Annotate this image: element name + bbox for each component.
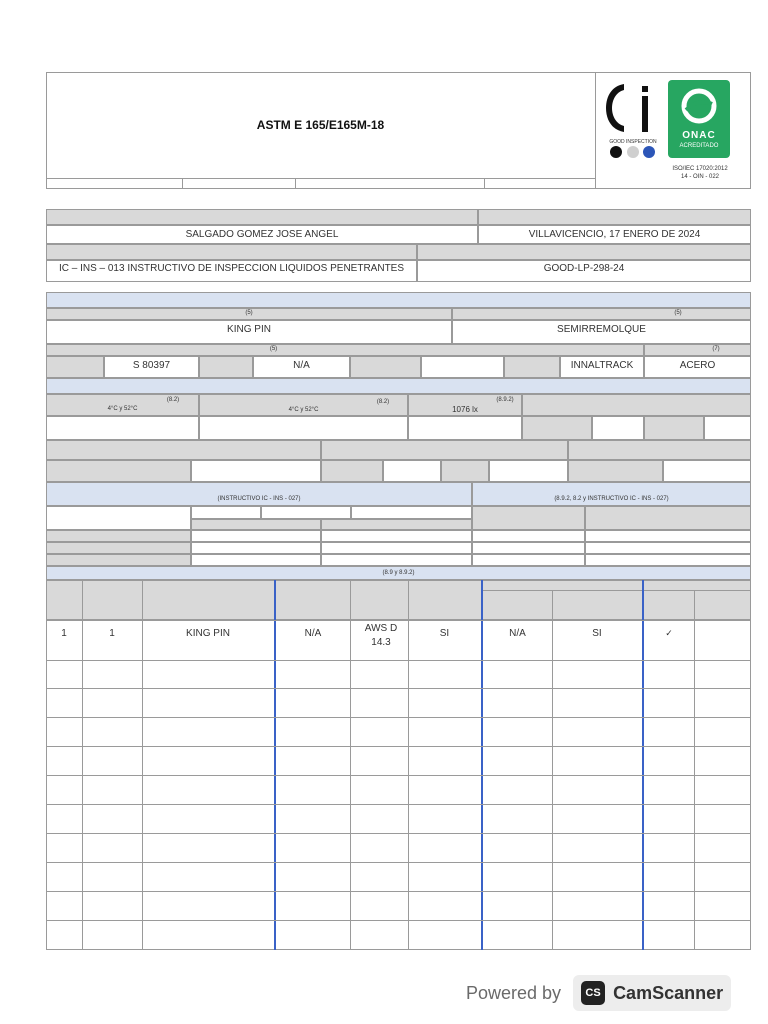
iso-code: 14 - OIN - 022: [680, 174, 719, 180]
results-ref: (8.9 y 8.9.2): [382, 570, 415, 576]
row-qty: 1: [109, 628, 115, 639]
iso-standard: ISO/IEC 17020:2012: [672, 166, 728, 172]
ref-material: (7): [712, 346, 720, 352]
header-subline: [46, 178, 595, 179]
row-check: ✓: [665, 628, 673, 638]
onac-badge: [668, 80, 730, 158]
header-divider: [595, 72, 596, 189]
serial-na: N/A: [293, 360, 310, 371]
powered-by-label: Powered by: [466, 982, 562, 1003]
camscanner-footer: [466, 975, 748, 1011]
ref-lux: (8.9.2): [496, 397, 514, 403]
camscanner-badge: [573, 975, 731, 1011]
temp-range-1: 4°C y 52°C: [107, 406, 138, 412]
camscanner-brand: CamScanner: [613, 982, 724, 1003]
onac-label: ONAC: [682, 130, 716, 141]
row-part-name: KING PIN: [186, 628, 230, 639]
ref-equipment: (5): [674, 310, 682, 316]
place-date: VILLAVICENCIO, 17 ENERO DE 2024: [528, 228, 701, 240]
inspector-name: SALGADO GOMEZ JOSE ANGEL: [185, 228, 339, 240]
ref-serial: (5): [269, 346, 278, 352]
onac-sublabel: ACREDITADO: [679, 143, 719, 149]
row-indication: N/A: [509, 628, 526, 639]
lux-value: 1076 lx: [452, 405, 478, 414]
row-accept: SI: [439, 628, 450, 639]
temp-range-2: 4°C y 52°C: [288, 407, 319, 413]
report-number: GOOD-LP-298-24: [543, 263, 625, 274]
document-title: ASTM E 165/E165M-18: [256, 118, 385, 132]
serial-number: S 80397: [132, 360, 171, 371]
row-result: SI: [592, 628, 602, 639]
ref-temp2: (8.2): [376, 399, 390, 405]
row-code: AWS D 14.3: [364, 623, 398, 648]
brand: INNALTRACK: [570, 360, 634, 371]
ref-temp1: (8.2): [166, 397, 180, 403]
equipment: SEMIRREMOLQUE: [557, 324, 646, 335]
part-name: KING PIN: [227, 324, 271, 335]
ref-part: (5): [245, 310, 253, 316]
procedure: IC – INS – 013 INSTRUCTIVO DE INSPECCION LIQUIDOS PENETRANTES: [58, 263, 405, 274]
good-inspection-caption: GOOD INSPECTION: [609, 139, 657, 145]
camscanner-logo-icon: CS: [581, 981, 605, 1005]
good-inspection-logo: [602, 80, 664, 160]
instructivo-ref: (INSTRUCTIVO IC - INS - 027): [217, 496, 301, 502]
row-item: 1: [61, 628, 67, 639]
row-weld: N/A: [304, 628, 322, 639]
instructivo-ref-2: (8.9.2, 8.2 y INSTRUCTIVO IC - INS - 027): [554, 496, 669, 502]
material: ACERO: [679, 360, 716, 371]
